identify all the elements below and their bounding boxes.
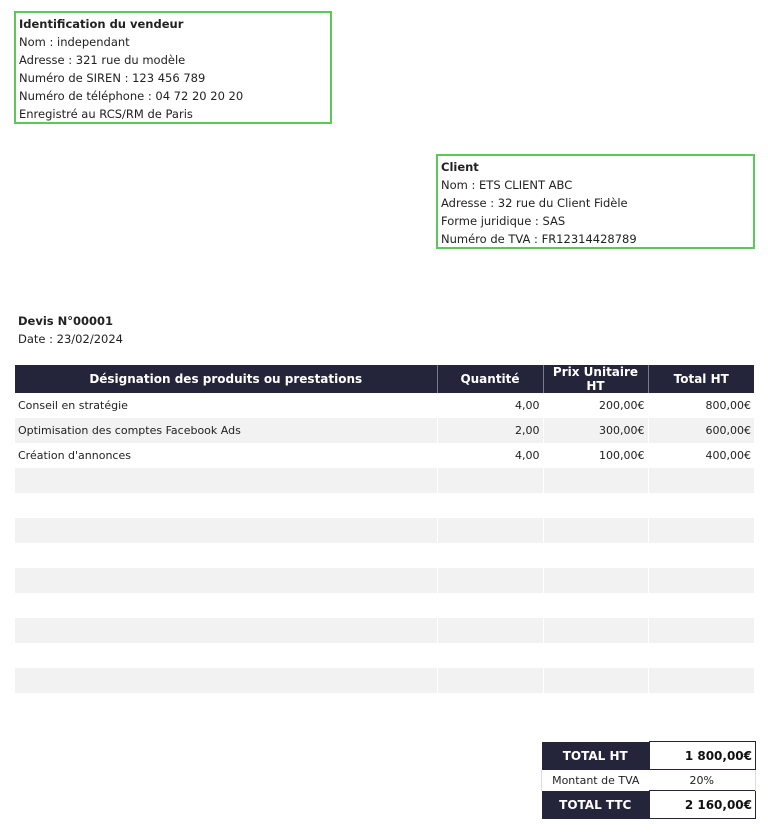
header-total: Total HT bbox=[648, 365, 754, 393]
table-header-row bbox=[15, 365, 754, 393]
cell-total bbox=[648, 618, 754, 643]
cell-quantity bbox=[437, 468, 543, 493]
cell-unit-price bbox=[543, 468, 648, 493]
client-legal-form: Forme juridique : SAS bbox=[441, 214, 566, 228]
cell-designation bbox=[15, 593, 437, 618]
cell-total: 400,00€ bbox=[648, 443, 754, 468]
cell-designation bbox=[15, 518, 437, 543]
client-title: Client bbox=[441, 160, 479, 174]
cell-unit-price bbox=[543, 668, 648, 693]
vendor-rcs: Enregistré au RCS/RM de Paris bbox=[19, 107, 193, 121]
client-box bbox=[436, 154, 755, 249]
table-row-empty bbox=[15, 643, 754, 668]
totals-table bbox=[541, 741, 756, 819]
cell-designation bbox=[15, 543, 437, 568]
total-ttc-value: 2 160,00€ bbox=[650, 791, 756, 819]
quote-date: Date : 23/02/2024 bbox=[18, 332, 123, 346]
cell-total: 800,00€ bbox=[648, 393, 754, 418]
cell-unit-price bbox=[543, 493, 648, 518]
cell-total bbox=[648, 493, 754, 518]
cell-quantity bbox=[437, 543, 543, 568]
cell-unit-price bbox=[543, 593, 648, 618]
cell-total bbox=[648, 543, 754, 568]
table-row-empty bbox=[15, 618, 754, 643]
cell-quantity: 4,00 bbox=[437, 443, 543, 468]
cell-designation: Création d'annonces bbox=[15, 443, 437, 468]
cell-quantity bbox=[437, 593, 543, 618]
table-row bbox=[15, 443, 754, 468]
total-ht-label: TOTAL HT bbox=[542, 742, 650, 770]
total-ht-value: 1 800,00€ bbox=[650, 742, 756, 770]
cell-unit-price bbox=[543, 618, 648, 643]
cell-quantity: 2,00 bbox=[437, 418, 543, 443]
client-name: Nom : ETS CLIENT ABC bbox=[441, 178, 573, 192]
cell-quantity bbox=[437, 493, 543, 518]
cell-total bbox=[648, 668, 754, 693]
header-unit-price: Prix Unitaire HT bbox=[543, 365, 648, 393]
table-row-empty bbox=[15, 543, 754, 568]
cell-designation bbox=[15, 668, 437, 693]
cell-unit-price: 100,00€ bbox=[543, 443, 648, 468]
cell-unit-price bbox=[543, 568, 648, 593]
cell-quantity bbox=[437, 618, 543, 643]
cell-designation bbox=[15, 493, 437, 518]
total-ht-row bbox=[542, 742, 756, 770]
cell-total bbox=[648, 593, 754, 618]
cell-designation bbox=[15, 643, 437, 668]
tva-label: Montant de TVA bbox=[542, 770, 650, 791]
cell-quantity bbox=[437, 568, 543, 593]
table-row-empty bbox=[15, 568, 754, 593]
vendor-siren: Numéro de SIREN : 123 456 789 bbox=[19, 71, 206, 85]
cell-designation bbox=[15, 568, 437, 593]
total-ttc-row bbox=[542, 791, 756, 819]
cell-unit-price: 300,00€ bbox=[543, 418, 648, 443]
cell-unit-price bbox=[543, 518, 648, 543]
cell-unit-price bbox=[543, 643, 648, 668]
tva-row bbox=[542, 770, 756, 791]
vendor-name: Nom : independant bbox=[19, 35, 130, 49]
cell-total bbox=[648, 468, 754, 493]
table-row bbox=[15, 393, 754, 418]
cell-total bbox=[648, 518, 754, 543]
cell-total bbox=[648, 643, 754, 668]
cell-quantity: 4,00 bbox=[437, 393, 543, 418]
tva-value: 20% bbox=[650, 770, 756, 791]
table-row-empty bbox=[15, 518, 754, 543]
cell-unit-price bbox=[543, 543, 648, 568]
cell-quantity bbox=[437, 518, 543, 543]
cell-quantity bbox=[437, 643, 543, 668]
cell-total bbox=[648, 568, 754, 593]
vendor-title: Identification du vendeur bbox=[19, 17, 184, 31]
cell-quantity bbox=[437, 668, 543, 693]
table-row bbox=[15, 418, 754, 443]
cell-total: 600,00€ bbox=[648, 418, 754, 443]
cell-designation bbox=[15, 618, 437, 643]
total-ttc-label: TOTAL TTC bbox=[542, 791, 650, 819]
table-row-empty bbox=[15, 668, 754, 693]
quote-number: Devis N°00001 bbox=[18, 314, 114, 328]
quote-header bbox=[18, 312, 123, 348]
client-vat-number: Numéro de TVA : FR12314428789 bbox=[441, 232, 637, 246]
table-row-empty bbox=[15, 468, 754, 493]
client-address: Adresse : 32 rue du Client Fidèle bbox=[441, 196, 628, 210]
header-designation: Désignation des produits ou prestations bbox=[15, 365, 437, 393]
vendor-address: Adresse : 321 rue du modèle bbox=[19, 53, 186, 67]
items-table bbox=[15, 365, 754, 693]
vendor-phone: Numéro de téléphone : 04 72 20 20 20 bbox=[19, 89, 244, 103]
table-row-empty bbox=[15, 493, 754, 518]
cell-designation: Optimisation des comptes Facebook Ads bbox=[15, 418, 437, 443]
cell-designation: Conseil en stratégie bbox=[15, 393, 437, 418]
cell-designation bbox=[15, 468, 437, 493]
header-quantity: Quantité bbox=[437, 365, 543, 393]
table-row-empty bbox=[15, 593, 754, 618]
vendor-identification-box bbox=[14, 11, 332, 124]
cell-unit-price: 200,00€ bbox=[543, 393, 648, 418]
